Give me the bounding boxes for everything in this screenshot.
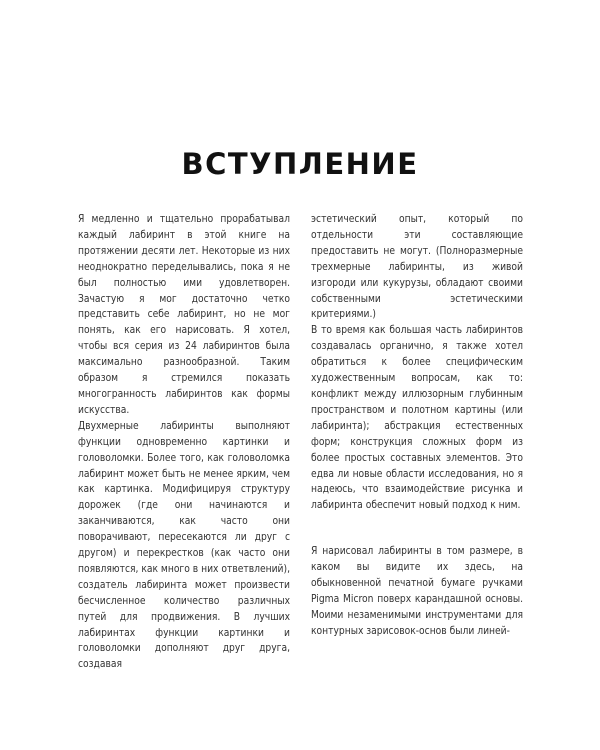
page-title: ВСТУПЛЕНИЕ bbox=[181, 147, 419, 181]
text-column-left bbox=[78, 212, 290, 673]
paragraph-gap bbox=[311, 514, 523, 544]
paragraph: Я медленно и тщательно прорабатывал каждый лабиринт в этой книге на протяжении десяти лет. Некоторые из них неоднократно переделывались, пока я не был полностью ими удовлетворен. Зачастую я мог достаточно четко представить себе лабиринт, но не мог понять, как его нарисовать. Я хотел, чтобы вся серия из 24 лабиринтов была максимально разнообразной. Таким образом я стремился показать многогранность лабиринтов как формы искусства. bbox=[78, 214, 290, 416]
paragraph: В то время как большая часть лабиринтов создавалась органично, я также хотел обратиться к более специфическим художественным вопросам, как то: конфликт между иллюзорным глубинным пространством и полотном картины (или лабиринта); абстракция естественных форм; конструкция сложных форм из более простых составных элементов. Это едва ли новые области исследования, но я надеюсь, что взаимодействие рисунка и лабиринта обеспечит новый подход к ним. bbox=[311, 325, 523, 512]
paragraph: Я нарисовал лабиринты в том размере, в каком вы видите их здесь, на обыкновенной печатной бумаге ручками Pigma Micron поверх карандашной основы. Моими незаменимыми инструментами для контурных зарисовок-основ были линей- bbox=[311, 546, 523, 637]
paragraph: Двухмерные лабиринты выполняют функции одновременно картинки и головоломки. Более того, как головоломка лабиринт может быть не менее ярким, чем как картинка. Модифицируя структуру дорожек (где они начинаются и заканчиваются, как часто они поворачивают, пересекаются ли друг с другом) и перекрестков (как часто они появляются, как много в них ответвлений), создатель лабиринта может произвести бесчисленное количество различных путей для продвижения. В лучших лабиринтах функции картинки и головоломки дополняют друг друга, создавая bbox=[78, 420, 290, 671]
text-column-right bbox=[311, 212, 523, 640]
paragraph: эстетический опыт, который по отдельности эти составляющие предоставить не могут. (Полноразмерные трехмерные лабиринты, из живой изгороди или кукурузы, обладают своими собственными эстетическими критериями.) bbox=[311, 214, 523, 321]
